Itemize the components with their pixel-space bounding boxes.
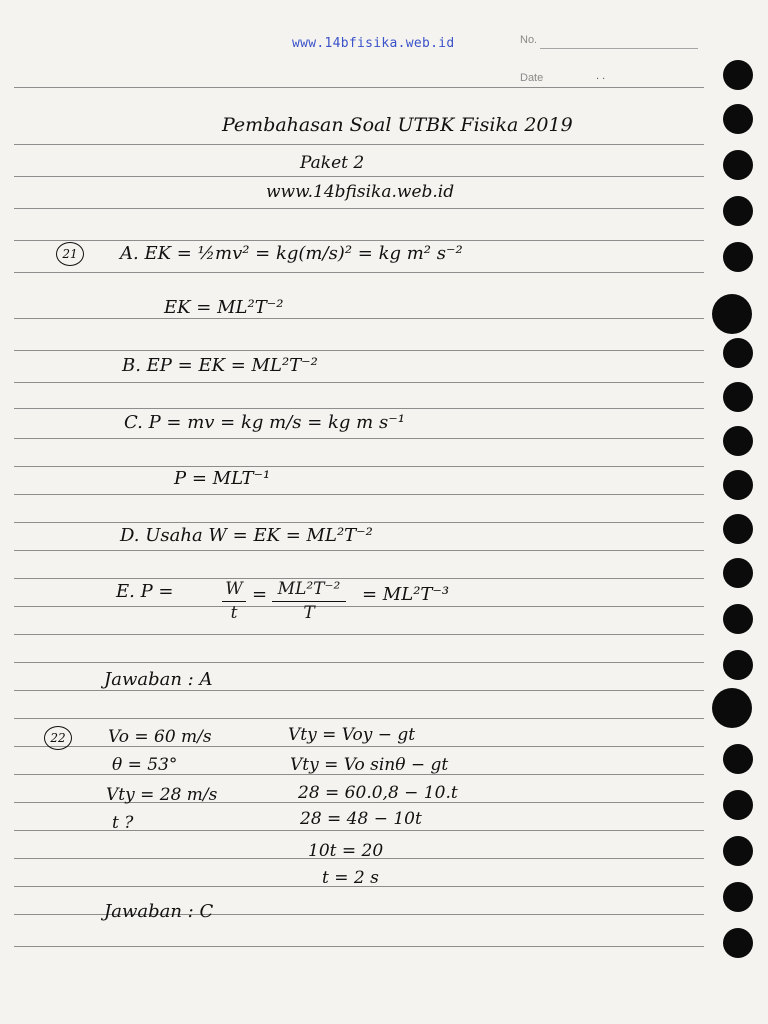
binder-hole bbox=[723, 382, 753, 412]
binder-hole bbox=[723, 650, 753, 680]
q21-option-e-prefix: E. P = bbox=[116, 581, 174, 602]
ruled-line bbox=[14, 718, 704, 719]
ruled-line bbox=[14, 550, 704, 551]
q22-step: 10t = 20 bbox=[308, 841, 384, 861]
binder-hole bbox=[712, 688, 752, 728]
q22-given-t: t ? bbox=[112, 813, 134, 833]
q22-given-vty: Vty = 28 m/s bbox=[106, 785, 218, 805]
binder-hole bbox=[723, 558, 753, 588]
page-title: Pembahasan Soal UTBK Fisika 2019 bbox=[222, 114, 573, 136]
ruled-line bbox=[14, 272, 704, 273]
q22-given-vo: Vo = 60 m/s bbox=[108, 727, 212, 747]
q21-option-e-equals: = bbox=[252, 584, 268, 605]
paket-label: Paket 2 bbox=[300, 153, 365, 173]
q22-step: Vty = Vo sinθ − gt bbox=[290, 755, 449, 775]
q22-step: 28 = 48 − 10t bbox=[300, 809, 422, 829]
q22-given-theta: θ = 53° bbox=[112, 755, 178, 775]
q21-answer: Jawaban : A bbox=[104, 669, 213, 690]
fraction-w-over-t bbox=[222, 581, 246, 622]
q21-option-a: A. EK = ½mv² = kg(m/s)² = kg m² s⁻² bbox=[120, 243, 463, 264]
q21-option-e-result: = ML²T⁻³ bbox=[362, 584, 450, 605]
ruled-line bbox=[14, 634, 704, 635]
fraction-bar bbox=[222, 601, 246, 602]
ruled-line bbox=[14, 690, 704, 691]
binder-hole bbox=[723, 744, 753, 774]
question-number-22 bbox=[44, 726, 72, 750]
ruled-line bbox=[14, 522, 704, 523]
binder-hole bbox=[723, 242, 753, 272]
fraction-denominator: t bbox=[230, 603, 238, 623]
fraction-numerator: ML²T⁻² bbox=[277, 579, 341, 599]
q22-answer: Jawaban : C bbox=[104, 901, 214, 922]
q21-option-d: D. Usaha W = EK = ML²T⁻² bbox=[120, 525, 373, 546]
ruled-line bbox=[14, 946, 704, 947]
ruled-line bbox=[14, 240, 704, 241]
no-line bbox=[540, 48, 698, 49]
fraction-ml2t-over-t bbox=[272, 581, 346, 622]
ruled-line bbox=[14, 606, 704, 607]
binder-hole bbox=[723, 196, 753, 226]
no-label: No. bbox=[520, 34, 538, 46]
fraction-bar bbox=[272, 601, 346, 602]
q21-option-c-result: P = MLT⁻¹ bbox=[174, 468, 271, 489]
binder-hole bbox=[723, 836, 753, 866]
fraction-numerator: W bbox=[225, 579, 243, 599]
q22-step: Vty = Voy − gt bbox=[288, 725, 416, 745]
binder-hole bbox=[723, 790, 753, 820]
ruled-line bbox=[14, 208, 704, 209]
binder-hole bbox=[723, 514, 753, 544]
binder-hole bbox=[712, 294, 752, 334]
ruled-line bbox=[14, 144, 704, 145]
title-url: www.14bfisika.web.id bbox=[266, 182, 455, 202]
q21-option-c: C. P = mv = kg m/s = kg m s⁻¹ bbox=[124, 412, 405, 433]
ruled-line bbox=[14, 408, 704, 409]
ruled-line bbox=[14, 382, 704, 383]
ruled-line bbox=[14, 662, 704, 663]
binder-hole bbox=[723, 426, 753, 456]
q22-step: 28 = 60.0,8 − 10.t bbox=[298, 783, 458, 803]
date-dots: . . bbox=[596, 70, 606, 82]
ruled-line bbox=[14, 176, 704, 177]
question-number-text: 22 bbox=[50, 731, 66, 745]
binder-hole bbox=[723, 338, 753, 368]
ruled-line bbox=[14, 438, 704, 439]
binder-hole bbox=[723, 150, 753, 180]
date-label: Date bbox=[520, 72, 544, 84]
binder-hole bbox=[723, 928, 753, 958]
question-number-text: 21 bbox=[62, 247, 78, 261]
ruled-line bbox=[14, 494, 704, 495]
ruled-line bbox=[14, 466, 704, 467]
q22-step: t = 2 s bbox=[322, 868, 379, 888]
watermark-url: www.14bfisika.web.id bbox=[292, 36, 455, 51]
ruled-line bbox=[14, 350, 704, 351]
binder-hole bbox=[723, 60, 753, 90]
binder-hole bbox=[723, 604, 753, 634]
binder-hole bbox=[723, 882, 753, 912]
binder-hole bbox=[723, 470, 753, 500]
q21-option-b: B. EP = EK = ML²T⁻² bbox=[122, 355, 318, 376]
ruled-line bbox=[14, 87, 704, 88]
q21-option-a-result: EK = ML²T⁻² bbox=[164, 297, 284, 318]
ruled-line bbox=[14, 318, 704, 319]
binder-hole bbox=[723, 104, 753, 134]
fraction-denominator: T bbox=[303, 603, 315, 623]
question-number-21 bbox=[56, 242, 84, 266]
ruled-line bbox=[14, 578, 704, 579]
